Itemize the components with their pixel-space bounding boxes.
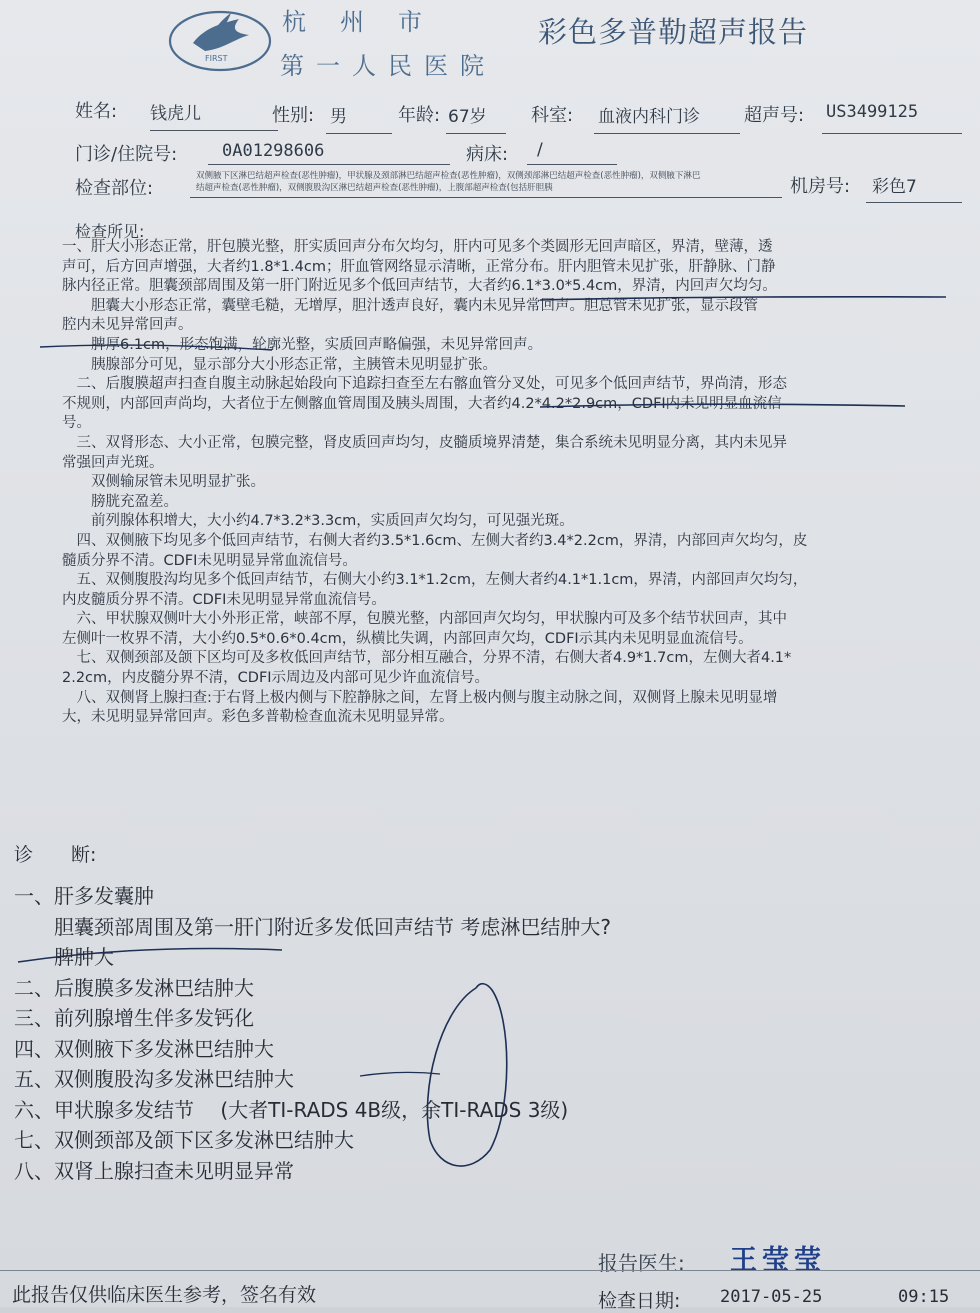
diagnosis-item: 八、双肾上腺扫查未见明显异常 [14, 1158, 294, 1183]
sex-underline [326, 133, 392, 134]
hospital-logo-dove-icon [165, 5, 275, 73]
finding-line: 胰腺部分可见，显示部分大小形态正常，主胰管未见明显扩张。 [62, 356, 497, 373]
finding-line: 七、双侧颈部及颌下区均可及多枚低回声结节，部分相互融合，分界不清，右侧大者4.9*1.7cm，左侧大者4.1* [62, 650, 792, 667]
finding-line: 脉内径正常。胆囊颈部周围及第一肝门附近见多个低回声结节，大者约6.1*3.0*5.4cm，界清，内回声欠均匀。 [62, 278, 777, 295]
pen-mark-stroke [360, 1072, 440, 1076]
diagnosis-item: 胆囊颈部周围及第一肝门附近多发低回声结节 考虑淋巴结肿大? [14, 914, 611, 939]
finding-line: 不规则，内部回声尚均，大者位于左侧髂血管周围及胰头周围，大者约4.2*4.2*2.9cm，CDFI内未见明显血流信 [62, 395, 782, 412]
finding-line: 三、双肾形态、大小正常，包膜完整，肾皮质回声均匀，皮髓质境界清楚，集合系统未见明显分离，其内未见异 [62, 434, 787, 451]
finding-line: 双侧输尿管未见明显扩张。 [62, 474, 265, 491]
dept-label: 科室: [531, 105, 574, 126]
findings-title: 检查所见: [75, 222, 145, 241]
exam-part-underline [190, 197, 782, 198]
clinic-no-underline [208, 164, 450, 165]
exam-part-line-1: 双侧腋下区淋巴结超声检查(恶性肿瘤)，甲状腺及颈部淋巴结超声检查(恶性肿瘤)，双侧颈部淋巴结超声检查(恶性肿瘤)，双侧腋下淋巴 [196, 171, 701, 181]
bed-underline [527, 164, 617, 165]
patient-dept: 血液内科门诊 [598, 107, 700, 127]
finding-line: 腔内未见异常回声。 [62, 317, 193, 334]
exam-time: 09:15 [898, 1287, 950, 1307]
sex-label: 性别: [272, 105, 315, 126]
diagnosis-item: 二、后腹膜多发淋巴结肿大 [14, 975, 254, 1000]
pen-circle-tirads [427, 984, 506, 1166]
diagnosis-item: 五、双侧腹股沟多发淋巴结肿大 [14, 1067, 294, 1091]
doctor-signature: 王莹莹 [730, 1245, 826, 1276]
finding-line: 号。 [62, 415, 91, 432]
us-no-label: 超声号: [744, 105, 805, 126]
footer-divider [0, 1270, 980, 1271]
finding-line: 2.2cm，内皮髓分界不清，CDFI示周边及内部可见少许血流信号。 [62, 670, 490, 687]
room-value: 彩色7 [872, 177, 917, 197]
doctor-label: 报告医生: [598, 1251, 685, 1275]
bed-label: 病床: [466, 144, 509, 165]
age-label: 年龄: [398, 105, 441, 126]
diagnosis-item: 四、双侧腋下多发淋巴结肿大 [14, 1036, 274, 1061]
bed-value: / [537, 140, 543, 160]
name-label: 姓名: [75, 101, 118, 122]
diagnosis-item: 脾肿大 [14, 945, 114, 969]
diagnosis-item: 六、甲状腺多发结节 (大者TI-RADS 4B级，余TI-RADS 3级) [14, 1097, 569, 1122]
finding-line: 五、双侧腹股沟均见多个低回声结节，右侧大小约3.1*1.2cm，左侧大者约4.1*1.1cm，界清，内部回声欠均匀， [62, 572, 808, 589]
exam-part-line-2: 结超声检查(恶性肿瘤)，双侧腹股沟区淋巴结超声检查(恶性肿瘤)，上腹部超声检查(包括肝胆胰 [196, 183, 553, 193]
finding-line: 前列腺体积增大，大小约4.7*3.2*3.3cm，实质回声欠均匀，可见强光斑。 [62, 513, 574, 530]
header-city: 杭州市 [282, 8, 456, 36]
age-underline [446, 133, 506, 134]
report-title: 彩色多普勒超声报告 [538, 15, 809, 49]
exam-part-label: 检查部位: [75, 178, 154, 199]
finding-line: 膀胱充盈差。 [62, 493, 178, 510]
diagnosis-item: 七、双侧颈部及颌下区多发淋巴结肿大 [14, 1128, 354, 1152]
room-label: 机房号: [790, 176, 851, 197]
finding-line: 八、双侧肾上腺扫查:于右肾上极内侧与下腔静脉之间，左肾上极内侧与腹主动脉之间，双侧肾上腺未见明显增 [62, 689, 778, 706]
us-no-underline [822, 133, 962, 134]
finding-line: 脾厚6.1cm，形态饱满，轮廓光整，实质回声略偏强，未见异常回声。 [62, 336, 543, 353]
dept-underline [594, 133, 740, 134]
header-hospital: 第一人民医院 [280, 52, 496, 80]
exam-date: 2017-05-25 [720, 1287, 823, 1307]
exam-date-label: 检查日期: [598, 1290, 681, 1312]
patient-name: 钱虎儿 [150, 104, 201, 124]
finding-line: 四、双侧腋下均见多个低回声结节，右侧大者约3.5*1.6cm、左侧大者约3.4*2.2cm，界清，内部回声欠均匀，皮 [62, 532, 808, 549]
finding-line: 一、肝大小形态正常，肝包膜光整，肝实质回声分布欠均匀，肝内可见多个类圆形无回声暗区，界清，壁薄，透 [62, 239, 773, 255]
finding-line: 二、后腹膜超声扫查自腹主动脉起始段向下追踪扫查至左右髂血管分叉处，可见多个低回声结节，界尚清，形态 [62, 376, 787, 393]
logo-text: FIRST [205, 54, 228, 63]
diagnosis-item: 一、肝多发囊肿 [14, 884, 154, 908]
finding-line: 髓质分界不清。CDFI未见明显异常血流信号。 [62, 552, 357, 569]
finding-line: 六、甲状腺双侧叶大小外形正常，峡部不厚，包膜光整，内部回声欠均匀，甲状腺内可及多个结节状回声，其中 [62, 611, 787, 628]
clinic-number: 0A01298606 [222, 141, 325, 161]
us-number: US3499125 [826, 102, 919, 122]
room-underline [866, 202, 962, 203]
findings-section [62, 238, 962, 728]
finding-line: 声可，后方回声增强，大者约1.8*1.4cm；肝血管网络显示清晰，正常分布。肝内胆管未见扩张，肝静脉、门静 [62, 258, 776, 275]
name-underline [150, 130, 278, 131]
patient-sex: 男 [330, 107, 347, 127]
clinic-no-label: 门诊/住院号: [75, 144, 178, 165]
patient-age: 67岁 [448, 107, 487, 127]
footer-note: 此报告仅供临床医生参考，签名有效 [12, 1284, 317, 1306]
finding-line: 大，未见明显异常回声。彩色多普勒检查血流未见明显异常。 [62, 709, 454, 726]
finding-line: 内皮髓质分界不清。CDFI未见明显异常血流信号。 [62, 591, 386, 608]
finding-line: 胆囊大小形态正常，囊壁毛糙，无增厚，胆汁透声良好，囊内未见异常回声。胆总管未见扩张，显示段管 [62, 297, 758, 314]
diagnosis-title: 诊 断: [14, 844, 97, 866]
finding-line: 左侧叶一枚界不清，大小约0.5*0.6*0.4cm，纵横比失调，内部回声欠均，CDFI示其内未见明显血流信号。 [62, 630, 753, 647]
diagnosis-item: 三、前列腺增生伴多发钙化 [14, 1006, 254, 1030]
finding-line: 常强回声光斑。 [62, 454, 164, 471]
